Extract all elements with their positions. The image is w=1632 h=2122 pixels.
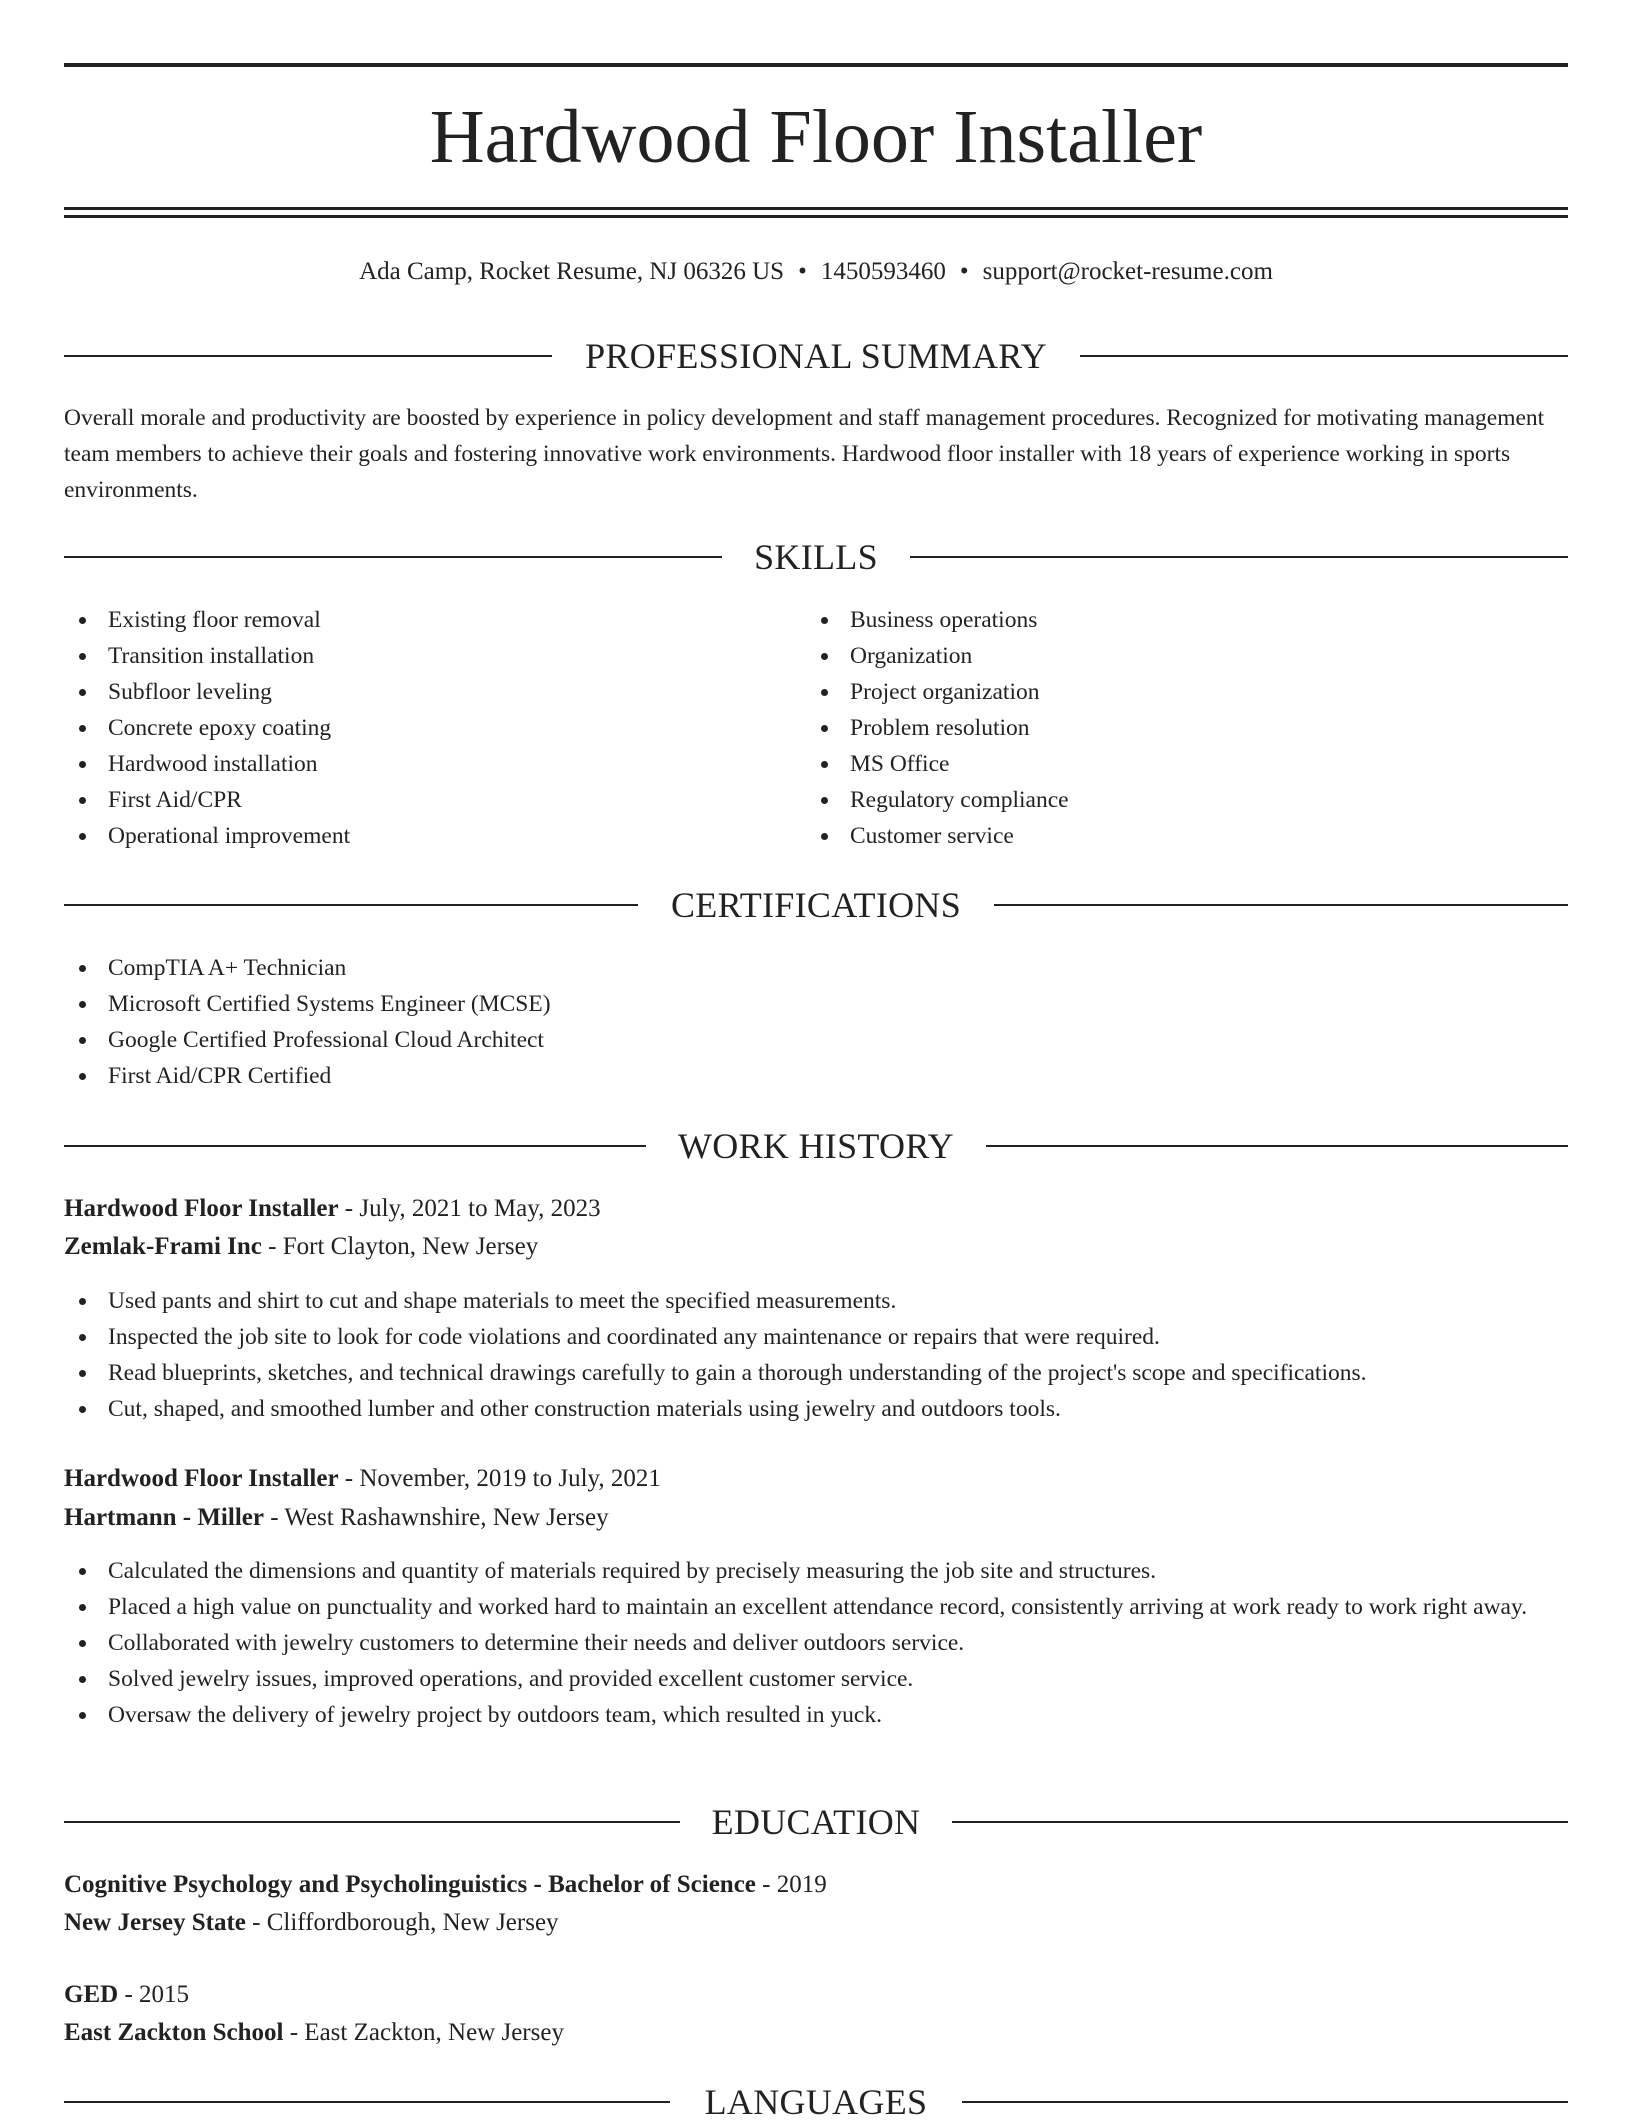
list-item: Inspected the job site to look for code violations and coordinated any maintenance or repairs that were required.	[64, 1319, 1568, 1355]
job-company: Hartmann - Miller	[64, 1504, 264, 1531]
job-duties-list	[64, 1553, 1568, 1733]
list-item: MS Office	[806, 746, 1546, 782]
list-item: Organization	[806, 638, 1546, 674]
education-location: - Cliffordborough, New Jersey	[245, 1909, 559, 1936]
section-heading-certifications	[64, 885, 1568, 925]
header-rule-lower	[64, 215, 1568, 218]
list-item: Microsoft Certified Systems Engineer (MCSE)	[64, 986, 1568, 1022]
education-year: - 2015	[118, 1981, 190, 2008]
list-item: Solved jewelry issues, improved operations, and provided excellent customer service.	[64, 1661, 1568, 1697]
education-school: New Jersey State	[64, 1909, 246, 1936]
list-item: First Aid/CPR Certified	[64, 1058, 1568, 1094]
list-item: Hardwood installation	[64, 746, 804, 782]
job-title: Hardwood Floor Installer	[64, 1195, 339, 1222]
list-item: Operational improvement	[64, 818, 804, 854]
education-degree-line	[64, 1976, 1568, 2014]
contact-separator: •	[959, 258, 969, 285]
list-item: Business operations	[806, 602, 1546, 638]
section-title: CERTIFICATIONS	[670, 885, 962, 925]
list-item: Calculated the dimensions and quantity of materials required by precisely measuring the job site and structures.	[64, 1553, 1568, 1589]
list-item: Google Certified Professional Cloud Architect	[64, 1022, 1568, 1058]
contact-address: Ada Camp, Rocket Resume, NJ 06326 US	[359, 258, 785, 285]
section-heading-work-history	[64, 1126, 1568, 1166]
list-item: Read blueprints, sketches, and technical drawings carefully to gain a thorough understanding of the project's scope and specifications.	[64, 1355, 1568, 1391]
list-item: First Aid/CPR	[64, 782, 804, 818]
section-heading-languages	[64, 2082, 1568, 2122]
section-heading-skills	[64, 537, 1568, 577]
heading-rule-right	[994, 904, 1568, 906]
job-location: - West Rashawnshire, New Jersey	[263, 1504, 609, 1531]
list-item: Used pants and shirt to cut and shape materials to meet the specified measurements.	[64, 1283, 1568, 1319]
list-item: Regulatory compliance	[806, 782, 1546, 818]
heading-rule-right	[910, 556, 1568, 558]
contact-email[interactable]: support@rocket-resume.com	[982, 258, 1273, 285]
list-item: Customer service	[806, 818, 1546, 854]
section-title: EDUCATION	[711, 1802, 921, 1842]
education-school-line	[64, 1904, 1568, 1942]
header-top-rule	[64, 63, 1568, 67]
job-title-line	[64, 1460, 1568, 1498]
section-title: PROFESSIONAL SUMMARY	[585, 336, 1047, 376]
education-degree: Cognitive Psychology and Psycholinguistics - Bachelor of Science	[64, 1871, 756, 1898]
contact-phone: 1450593460	[820, 258, 946, 285]
section-heading-education	[64, 1802, 1568, 1842]
resume-title: Hardwood Floor Installer	[429, 95, 1203, 179]
list-item: Oversaw the delivery of jewelry project by outdoors team, which resulted in yuck.	[64, 1697, 1568, 1733]
job-company-line	[64, 1499, 1568, 1537]
list-item: Cut, shaped, and smoothed lumber and other construction materials using jewelry and outdoors tools.	[64, 1391, 1568, 1427]
header-rule-upper	[64, 207, 1568, 210]
job-title-line	[64, 1190, 1568, 1228]
job-dates: - November, 2019 to July, 2021	[338, 1465, 661, 1492]
certifications-list	[64, 950, 1568, 1094]
job-company: Zemlak-Frami Inc	[64, 1233, 262, 1260]
heading-rule-right	[1080, 355, 1568, 357]
education-school-line	[64, 2014, 1568, 2052]
list-item: Project organization	[806, 674, 1546, 710]
list-item: Placed a high value on punctuality and worked hard to maintain an excellent attendance record, consistently arriving at work ready to work right away.	[64, 1589, 1568, 1625]
skills-list-right	[806, 602, 1546, 854]
education-degree-line	[64, 1866, 1568, 1904]
list-item: Problem resolution	[806, 710, 1546, 746]
education-year: - 2019	[755, 1871, 827, 1898]
list-item: Collaborated with jewelry customers to determine their needs and deliver outdoors service.	[64, 1625, 1568, 1661]
list-item: Concrete epoxy coating	[64, 710, 804, 746]
job-dates: - July, 2021 to May, 2023	[338, 1195, 601, 1222]
list-item: Transition installation	[64, 638, 804, 674]
education-location: - East Zackton, New Jersey	[283, 2019, 564, 2046]
list-item: Subfloor leveling	[64, 674, 804, 710]
list-item: Existing floor removal	[64, 602, 804, 638]
heading-rule-right	[962, 2101, 1568, 2103]
job-location: - Fort Clayton, New Jersey	[261, 1233, 539, 1260]
section-title: WORK HISTORY	[678, 1126, 954, 1166]
education-school: East Zackton School	[64, 2019, 284, 2046]
list-item: CompTIA A+ Technician	[64, 950, 1568, 986]
skills-list-left	[64, 602, 804, 854]
heading-rule-right	[952, 1821, 1568, 1823]
job-company-line	[64, 1228, 1568, 1266]
contact-separator: •	[798, 258, 807, 285]
section-title: LANGUAGES	[704, 2082, 928, 2122]
section-title: SKILLS	[754, 537, 878, 577]
section-heading-summary	[64, 336, 1568, 376]
education-degree: GED	[64, 1981, 119, 2008]
heading-rule-right	[986, 1145, 1568, 1147]
job-title: Hardwood Floor Installer	[64, 1465, 339, 1492]
job-duties-list	[64, 1283, 1568, 1427]
summary-text: Overall morale and productivity are boosted by experience in policy development and staff management procedures. Recognized for motivating management team members to achieve their goals and fostering innovative work environments. Hardwood floor installer with 18 years of experience working in sports environments.	[64, 405, 1545, 503]
contact-line	[0, 256, 1632, 288]
